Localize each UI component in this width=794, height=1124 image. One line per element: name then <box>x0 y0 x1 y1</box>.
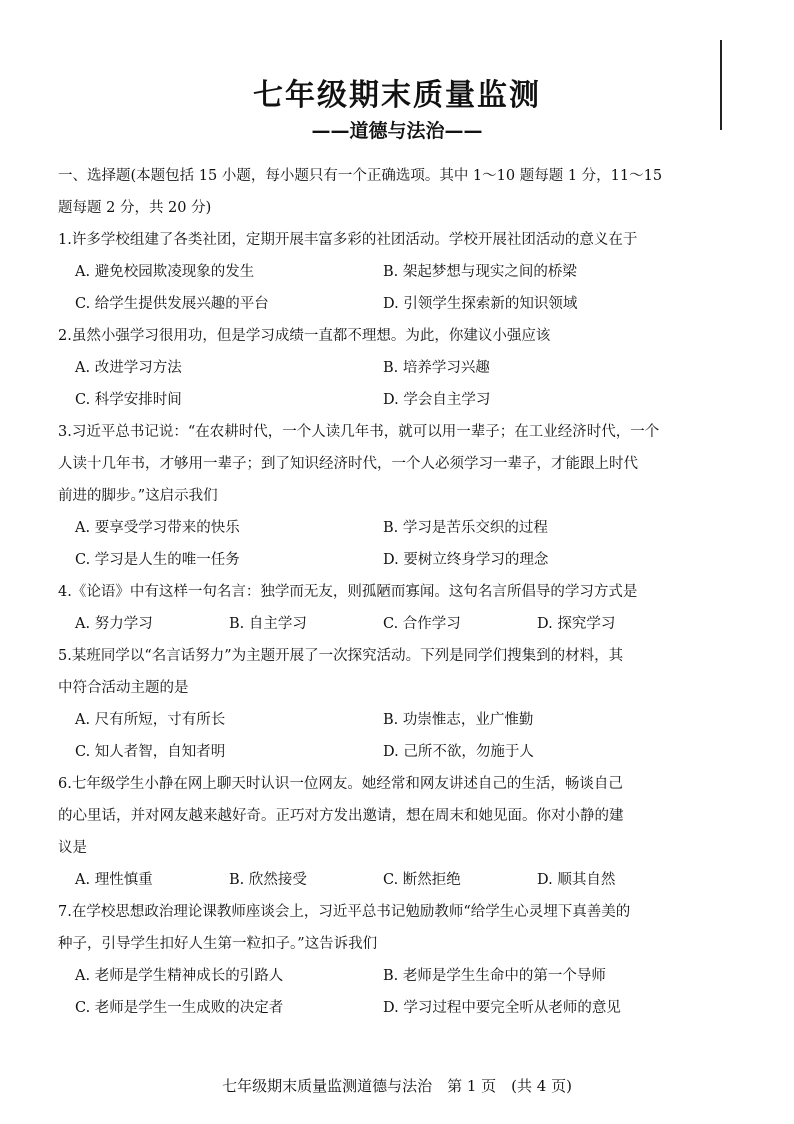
exam-content <box>58 160 708 1024</box>
question-stem: 2.虽然小强学习很用功，但是学习成绩一直都不理想。为此，你建议小强应该 <box>58 328 551 344</box>
question-stem: 7.在学校思想政治理论课教师座谈会上，习近平总书记勉励教师“给学生心灵埋下真善美的 <box>58 904 631 920</box>
question-5 <box>58 640 708 768</box>
question-stem: 1.许多学校组建了各类社团，定期开展丰富多彩的社团活动。学校开展社团活动的意义在于 <box>58 232 638 248</box>
option-a: A. 避免校园欺凌现象的发生 <box>75 264 255 280</box>
option-row <box>58 512 708 544</box>
option-c: C. 断然拒绝 <box>383 872 461 888</box>
question-stem: 的心里话，并对网友越来越好奇。正巧对方发出邀请，想在周末和她见面。你对小静的建 <box>58 808 624 824</box>
page-footer: 七年级期末质量监测道德与法治 第 1 页 (共 4 页) <box>222 1077 572 1095</box>
option-a: A. 老师是学生精神成长的引路人 <box>75 968 284 984</box>
question-stem: 4.《论语》中有这样一句名言：独学而无友，则孤陋而寡闻。这句名言所倡导的学习方式是 <box>58 584 638 600</box>
page-subtitle: ——道德与法治—— <box>311 120 483 142</box>
option-b: B. 培养学习兴趣 <box>383 360 490 376</box>
question-2 <box>58 320 708 416</box>
option-a: A. 理性慎重 <box>75 872 153 888</box>
question-3 <box>58 416 708 576</box>
section-instruction: 一、选择题(本题包括 15 小题，每小题只有一个正确选项。其中 1～10 题每题 1 分，11～15 <box>58 168 663 184</box>
option-row <box>58 864 708 896</box>
option-b: B. 功崇惟志，业广惟勤 <box>383 712 534 728</box>
option-d: D. 顺其自然 <box>537 872 616 888</box>
question-stem: 3.习近平总书记说：“在农耕时代，一个人读几年书，就可以用一辈子；在工业经济时代，一个 <box>58 424 660 440</box>
question-stem: 人读十几年书，才够用一辈子；到了知识经济时代，一个人必须学习一辈子，才能跟上时代 <box>58 456 638 472</box>
option-d: D. 学习过程中要完全听从老师的意见 <box>383 1000 621 1016</box>
question-stem: 中符合活动主题的是 <box>58 680 189 696</box>
option-d: D. 引领学生探索新的知识领域 <box>383 296 578 312</box>
option-b: B. 自主学习 <box>229 616 307 632</box>
option-b: B. 学习是苦乐交织的过程 <box>383 520 548 536</box>
question-6 <box>58 768 708 896</box>
section-instruction: 题每题 2 分，共 20 分) <box>58 200 212 216</box>
option-b: B. 架起梦想与现实之间的桥梁 <box>383 264 577 280</box>
option-row <box>58 608 708 640</box>
option-c: C. 知人者智，自知者明 <box>75 744 226 760</box>
option-a: A. 尺有所短，寸有所长 <box>75 712 226 728</box>
question-stem: 6.七年级学生小静在网上聊天时认识一位网友。她经常和网友讲述自己的生活，畅谈自己 <box>58 776 623 792</box>
option-row <box>58 704 708 736</box>
option-row <box>58 736 708 768</box>
option-a: A. 努力学习 <box>75 616 153 632</box>
question-stem: 前进的脚步。”这启示我们 <box>58 488 218 504</box>
option-a: A. 改进学习方法 <box>75 360 182 376</box>
page-title: 七年级期末质量监测 <box>253 78 541 113</box>
question-7 <box>58 896 708 1024</box>
option-row <box>58 544 708 576</box>
option-c: C. 老师是学生一生成败的决定者 <box>75 1000 284 1016</box>
option-c: C. 学习是人生的唯一任务 <box>75 552 240 568</box>
question-stem: 种子，引导学生扣好人生第一粒扣子。”这告诉我们 <box>58 936 378 952</box>
option-row <box>58 384 708 416</box>
option-d: D. 学会自主学习 <box>383 392 491 408</box>
option-a: A. 要享受学习带来的快乐 <box>75 520 240 536</box>
question-stem: 议是 <box>58 840 87 856</box>
option-row <box>58 352 708 384</box>
option-b: B. 老师是学生生命中的第一个导师 <box>383 968 606 984</box>
option-d: D. 己所不欲，勿施于人 <box>383 744 534 760</box>
option-row <box>58 256 708 288</box>
question-stem: 5.某班同学以“名言话努力”为主题开展了一次探究活动。下列是同学们搜集到的材料，其 <box>58 648 624 664</box>
option-b: B. 欣然接受 <box>229 872 307 888</box>
option-row <box>58 288 708 320</box>
option-row <box>58 992 708 1024</box>
question-4 <box>58 576 708 640</box>
option-d: D. 探究学习 <box>537 616 616 632</box>
option-d: D. 要树立终身学习的理念 <box>383 552 549 568</box>
option-c: C. 合作学习 <box>383 616 461 632</box>
option-c: C. 给学生提供发展兴趣的平台 <box>75 296 269 312</box>
option-row <box>58 960 708 992</box>
option-c: C. 科学安排时间 <box>75 392 182 408</box>
question-1 <box>58 224 708 320</box>
